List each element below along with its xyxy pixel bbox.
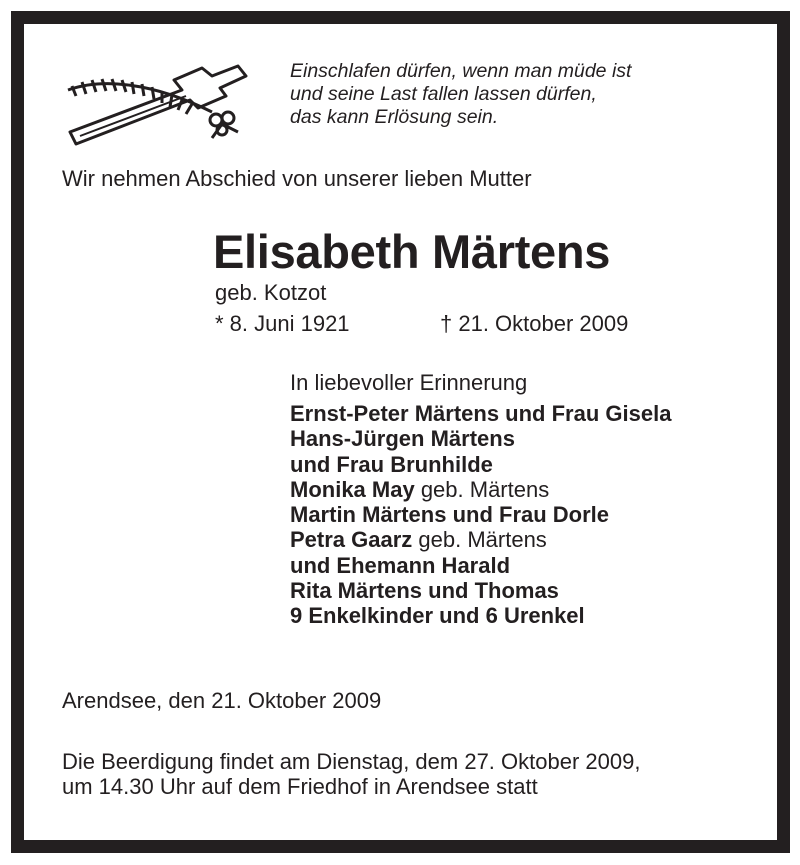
mourner-line: [290, 578, 671, 603]
mourner-name: Hans-Jürgen Märtens: [290, 426, 515, 452]
funeral-line: um 14.30 Uhr auf dem Friedhof in Arendsee statt: [62, 774, 538, 799]
funeral-line: Die Beerdigung findet am Dienstag, dem 27. Oktober 2009,: [62, 749, 641, 774]
maiden-name: geb. Kotzot: [215, 280, 327, 305]
mourner-name: Rita Märtens und Thomas: [290, 578, 559, 604]
poem-line: das kann Erlösung sein.: [290, 106, 499, 128]
mourner-name: und Frau Brunhilde: [290, 451, 493, 477]
deceased-name: Elisabeth Märtens: [213, 225, 611, 278]
mourner-line: [290, 426, 671, 451]
mourner-note: geb. Märtens: [414, 476, 550, 502]
poem-line: und seine Last fallen lassen dürfen,: [290, 83, 597, 105]
poem: [290, 60, 631, 129]
cross-with-palm-branch-icon: [62, 60, 252, 150]
mourner-name: Monika May: [290, 476, 415, 502]
mourner-line: [290, 452, 671, 477]
mourner-line: [290, 553, 671, 578]
mourner-name: Petra Gaarz: [290, 527, 413, 553]
intro-text: Wir nehmen Abschied von unserer lieben Mutter: [62, 166, 532, 191]
mourners-list: [290, 401, 671, 629]
death-date: † 21. Oktober 2009: [440, 311, 629, 336]
mourner-line: [290, 527, 671, 552]
mourner-line: [290, 477, 671, 502]
mourner-line: [290, 502, 671, 527]
mourner-name: und Ehemann Harald: [290, 552, 511, 578]
mourner-line: [290, 603, 671, 628]
mourner-line: [290, 401, 671, 426]
mourner-name: 9 Enkelkinder und 6 Urenkel: [290, 603, 585, 629]
funeral-info: [62, 749, 640, 799]
birth-date: * 8. Juni 1921: [215, 311, 350, 336]
mourner-name: Martin Märtens und Frau Dorle: [290, 502, 610, 528]
poem-line: Einschlafen dürfen, wenn man müde ist: [290, 60, 632, 82]
mourner-name: Ernst-Peter Märtens und Frau Gisela: [290, 401, 672, 426]
mourners-heading: In liebevoller Erinnerung: [290, 370, 528, 395]
mourner-note: geb. Märtens: [412, 527, 547, 553]
place-date: Arendsee, den 21. Oktober 2009: [62, 688, 382, 713]
